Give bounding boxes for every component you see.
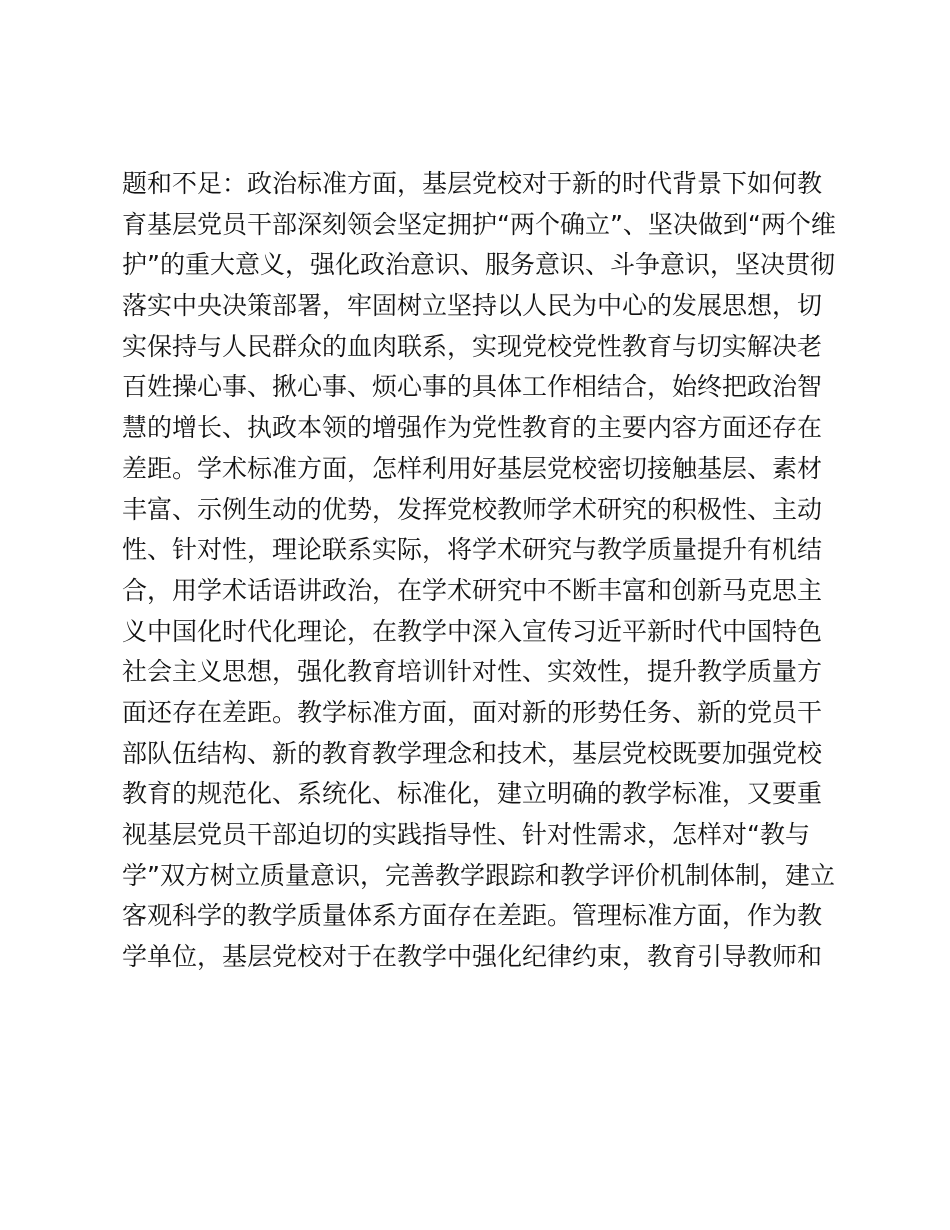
paragraph-line: 落实中央决策部署，牢固树立坚持以人民为中心的发展思想，切 [122, 291, 823, 321]
paragraph-line: 客观科学的教学质量体系方面存在差距。管理标准方面，作为教 [122, 901, 823, 931]
paragraph-line: 义中国化时代化理论，在教学中深入宣传习近平新时代中国特色 [122, 616, 823, 646]
paragraph-line: 育基层党员干部深刻领会坚定拥护“两个确立”、坚决做到“两个维 [122, 209, 836, 239]
paragraph-line: 部队伍结构、新的教育教学理念和技术，基层党校既要加强党校 [122, 738, 823, 768]
paragraph-line: 护”的重大意义，强化政治意识、服务意识、斗争意识，坚决贯彻 [122, 250, 835, 280]
paragraph-line: 性、针对性，理论联系实际，将学术研究与教学质量提升有机结 [122, 535, 823, 565]
paragraph-line: 丰富、示例生动的优势，发挥党校教师学术研究的积极性、主动 [122, 494, 823, 524]
paragraph-line: 学”双方树立质量意识，完善教学跟踪和教学评价机制体制，建立 [122, 860, 835, 890]
paragraph-line: 教育的规范化、系统化、标准化，建立明确的教学标准，又要重 [122, 779, 823, 809]
paragraph-line: 慧的增长、执政本领的增强作为党性教育的主要内容方面还存在 [122, 413, 823, 443]
paragraph-line: 面还存在差距。教学标准方面，面对新的形势任务、新的党员干 [122, 697, 823, 727]
paragraph-line: 学单位，基层党校对于在教学中强化纪律约束，教育引导教师和 [122, 942, 823, 972]
paragraph-line: 视基层党员干部迫切的实践指导性、针对性需求，怎样对“教与 [122, 820, 810, 849]
paragraph-line: 百姓操心事、揪心事、烦心事的具体工作相结合，始终把政治智 [122, 372, 823, 402]
paragraph-line: 题和不足：政治标准方面，基层党校对于新的时代背景下如何教 [122, 169, 823, 198]
paragraph-line: 合，用学术话语讲政治，在学术研究中不断丰富和创新马克思主 [122, 575, 823, 605]
body-paragraph [122, 164, 842, 978]
paragraph-line: 社会主义思想，强化教育培训针对性、实效性，提升教学质量方 [122, 657, 823, 687]
paragraph-line: 差距。学术标准方面，怎样利用好基层党校密切接触基层、素材 [122, 453, 823, 483]
paragraph-line: 实保持与人民群众的血肉联系，实现党校党性教育与切实解决老 [122, 331, 823, 361]
